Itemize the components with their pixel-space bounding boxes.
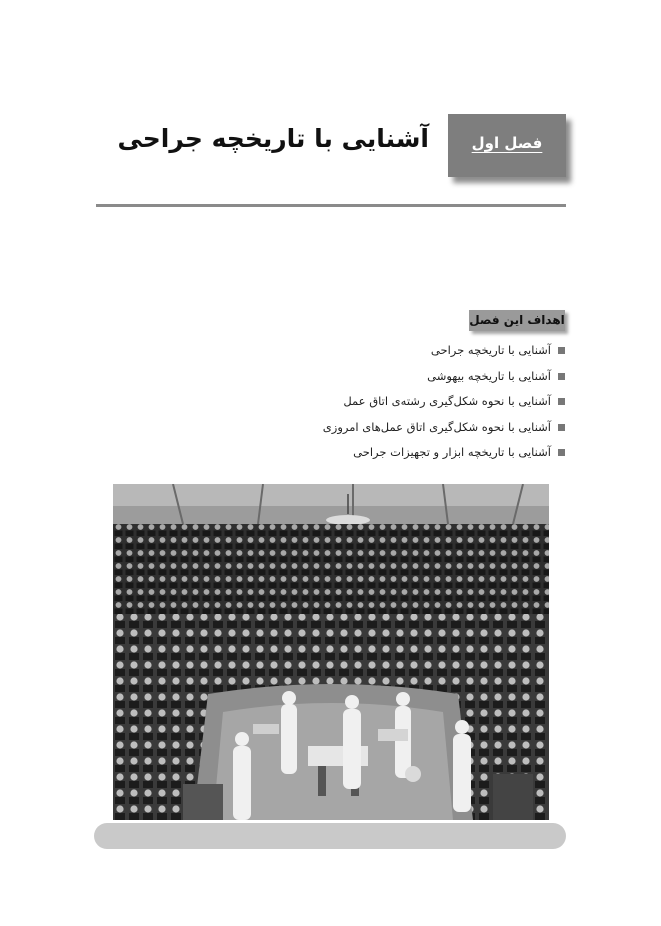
objective-item: آشنایی با تاریخچه بیهوشی: [265, 369, 565, 395]
objectives-list: [265, 343, 565, 471]
photo-illustration: [113, 484, 549, 820]
chapter-label-box: [448, 114, 566, 177]
title-divider: [96, 204, 566, 207]
objective-item: آشنایی با نحوه شکل‌گیری اتاق عمل‌های امروزی: [265, 420, 565, 446]
square-bullet-icon: [558, 398, 565, 405]
square-bullet-icon: [558, 373, 565, 380]
square-bullet-icon: [558, 424, 565, 431]
objectives-heading-box: [469, 310, 565, 331]
footer-bar: [94, 823, 566, 849]
surgical-amphitheater-photo: [113, 484, 549, 820]
objective-item: آشنایی با تاریخچه جراحی: [265, 343, 565, 369]
objective-item: آشنایی با نحوه شکل‌گیری رشته‌ی اتاق عمل: [265, 394, 565, 420]
objectives-heading: اهداف این فصل: [469, 313, 565, 327]
objective-item: آشنایی با تاریخچه ابزار و تجهیزات جراحی: [265, 445, 565, 471]
square-bullet-icon: [558, 449, 565, 456]
square-bullet-icon: [558, 347, 565, 354]
chapter-title: آشنایی با تاریخچه جراحی: [117, 124, 429, 153]
chapter-label: فصل اول: [471, 134, 543, 152]
